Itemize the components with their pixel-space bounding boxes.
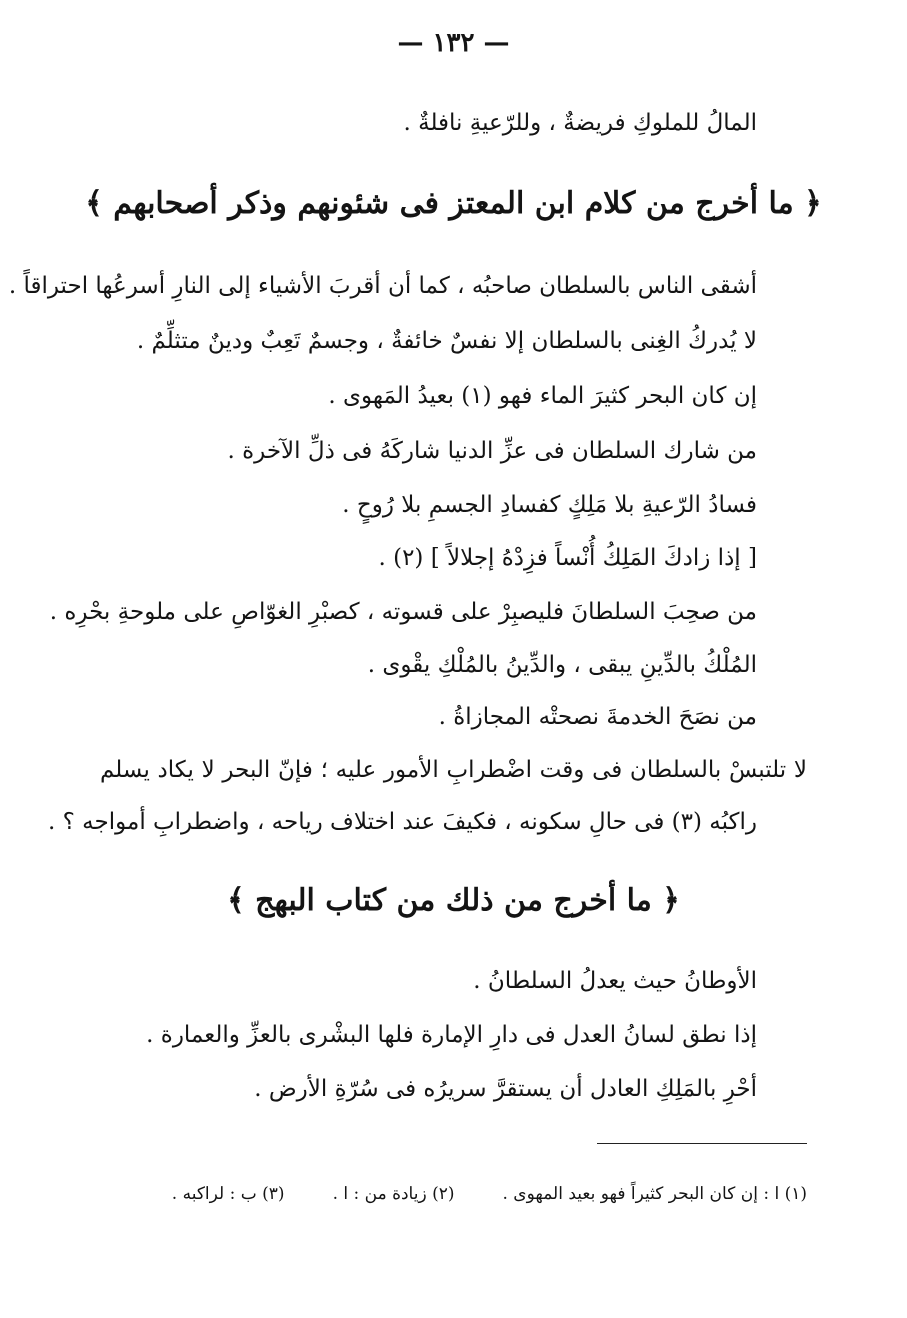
text-line: إذا نطق لسانُ العدل فى دارِ الإمارة فلها البشْرى بالعزِّ والعمارة .: [146, 1022, 757, 1048]
footnote-separator: [597, 1143, 807, 1144]
text-line: فسادُ الرّعيةِ بلا مَلِكٍ كفسادِ الجسمِ بلا رُوحٍ .: [342, 492, 757, 518]
section-heading: ﴿ ما أخرج من ذلك من كتاب البهج ﴾: [227, 883, 680, 918]
page-number: — ١٣٢ —: [397, 28, 510, 58]
text-line: إن كان البحر كثيرَ الماء فهو (١) بعيدُ المَهوى .: [328, 383, 757, 409]
footnotes: [70, 1180, 807, 1208]
text-line: من صحِبَ السلطانَ فليصبِرْ على قسوته ، كصبْرِ الغوّاصِ على ملوحةِ بحْرِه .: [49, 599, 757, 625]
text-line: [ إذا زادكَ المَلِكُ أُنْساً فزِدْهُ إجلالاً ] (٢) .: [378, 545, 757, 571]
section-heading: ﴿ ما أخرج من كلام ابن المعتز فى شئونهم وذكر أصحابهم ﴾: [85, 186, 822, 221]
text-line: راكبُه (٣) فى حالِ سكونه ، فكيفَ عند اختلاف رياحه ، واضطرابِ أمواجه ؟ .: [48, 809, 757, 835]
text-line: أحْرِ بالمَلِكِ العادل أن يستقرَّ سريرُه فى سُرّةِ الأرض .: [254, 1076, 757, 1102]
text-line: المالُ للملوكِ فريضةٌ ، وللرّعيةِ نافلةٌ .: [403, 110, 757, 136]
footnote: (٣) ب : لراكبه .: [171, 1184, 285, 1204]
footnote: (٢) زيادة من : ا .: [332, 1184, 455, 1204]
text-line: لا يُدركُ الغِنى بالسلطان إلا نفسٌ خائفةٌ ، وجسمٌ تَعِبٌ ودينٌ متثلِّمٌ .: [136, 328, 757, 354]
text-line: من نصَحَ الخدمةَ نصحتْه المجازاةُ .: [438, 704, 757, 730]
text-line: الأوطانُ حيث يعدلُ السلطانُ .: [473, 968, 757, 994]
footnote: (١) ا : إن كان البحر كثيراً فهو بعيد المهوى .: [502, 1184, 807, 1204]
text-line: لا تلتبسْ بالسلطان فى وقت اضْطرابِ الأمور عليه ؛ فإنّ البحر لا يكاد يسلم: [100, 757, 807, 783]
text-line: أشقى الناس بالسلطان صاحبُه ، كما أن أقربَ الأشياء إلى النارِ أسرعُها احتراقاً .: [8, 273, 757, 299]
text-line: المُلْكُ بالدِّينِ يبقى ، والدِّينُ بالمُلْكِ يقْوى .: [367, 652, 757, 678]
text-line: من شارك السلطان فى عزِّ الدنيا شاركَهُ فى ذلِّ الآخرة .: [227, 438, 757, 464]
